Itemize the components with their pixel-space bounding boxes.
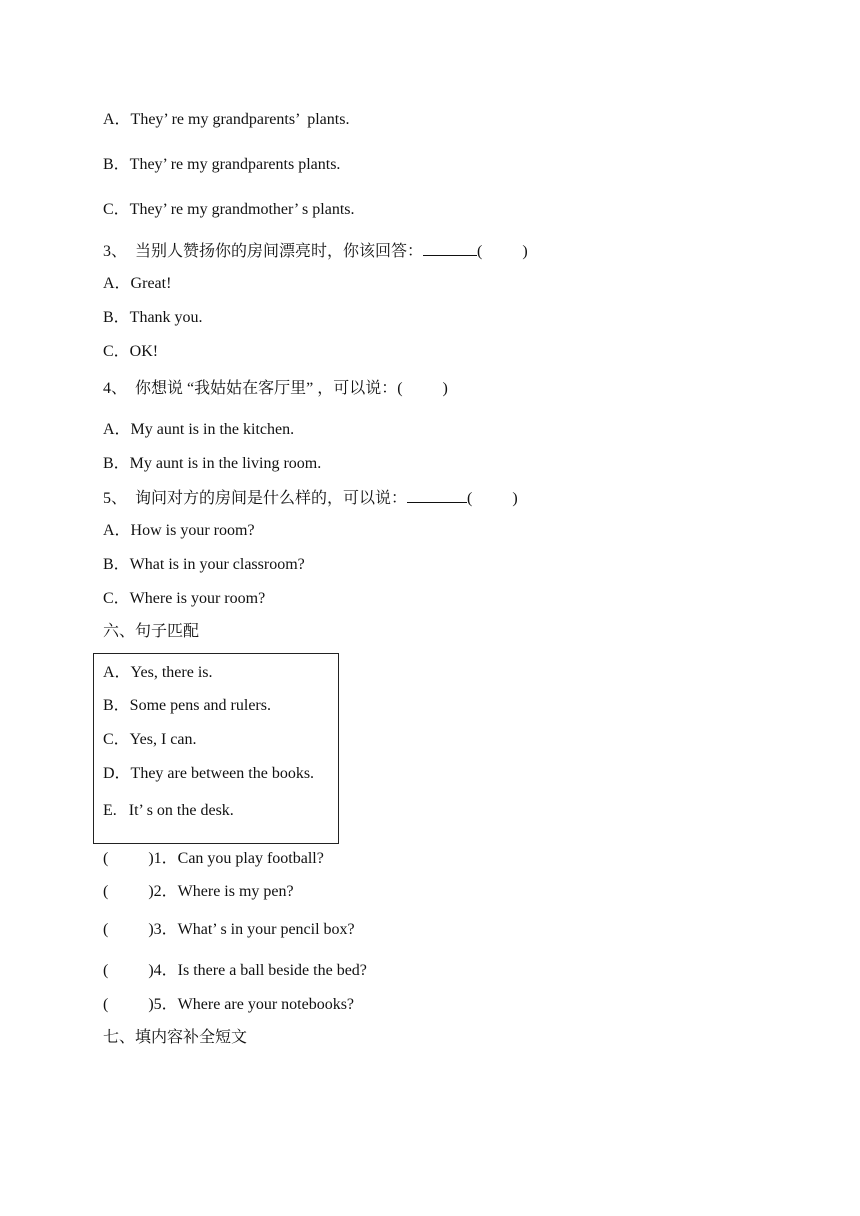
q5-option-c: C．Where is your room? xyxy=(103,590,266,607)
q4-option-a: A．My aunt is in the kitchen. xyxy=(103,421,295,438)
q3-paren: ( ) xyxy=(477,243,528,260)
q2-option-b: B．They’ re my grandparents plants. xyxy=(103,156,341,173)
q5-prompt xyxy=(103,488,518,509)
match-question-1: ( )1．Can you play football? xyxy=(103,850,324,867)
q2-option-c: C．They’ re my grandmother’ s plants. xyxy=(103,201,355,218)
q5-prompt-text: 5、 询问对方的房间是什么样的，可以说： xyxy=(103,490,408,507)
q5-paren: ( ) xyxy=(467,490,518,507)
q4-prompt: 4、 你想说 “我姑姑在客厅里” ，可以说：( ) xyxy=(103,380,448,397)
q3-option-c: C．OK! xyxy=(103,343,159,360)
section7-title: 七、填内容补全短文 xyxy=(103,1029,248,1046)
answer-e: E. It’ s on the desk. xyxy=(103,802,234,819)
answer-b: B．Some pens and rulers. xyxy=(103,697,271,714)
answer-a: A．Yes, there is. xyxy=(103,664,213,681)
match-question-2: ( )2．Where is my pen? xyxy=(103,883,294,900)
q3-option-b: B．Thank you. xyxy=(103,309,203,326)
section6-title: 六、句子匹配 xyxy=(103,623,200,640)
q3-prompt xyxy=(103,241,528,262)
q2-option-a: A．They’ re my grandparents’ plants. xyxy=(103,111,350,128)
answer-d: D．They are between the books. xyxy=(103,765,315,782)
q5-answer-blank xyxy=(407,488,467,503)
q5-option-a: A．How is your room? xyxy=(103,522,255,539)
q3-option-a: A．Great! xyxy=(103,275,172,292)
q3-prompt-text: 3、 当别人赞扬你的房间漂亮时，你该回答： xyxy=(103,243,424,260)
q4-option-b: B．My aunt is in the living room. xyxy=(103,455,322,472)
answer-c: C．Yes, I can. xyxy=(103,731,197,748)
match-question-3: ( )3．What’ s in your pencil box? xyxy=(103,921,355,938)
q3-answer-blank xyxy=(423,241,477,256)
match-question-5: ( )5．Where are your notebooks? xyxy=(103,996,355,1013)
match-question-4: ( )4．Is there a ball beside the bed? xyxy=(103,962,367,979)
q5-option-b: B．What is in your classroom? xyxy=(103,556,305,573)
